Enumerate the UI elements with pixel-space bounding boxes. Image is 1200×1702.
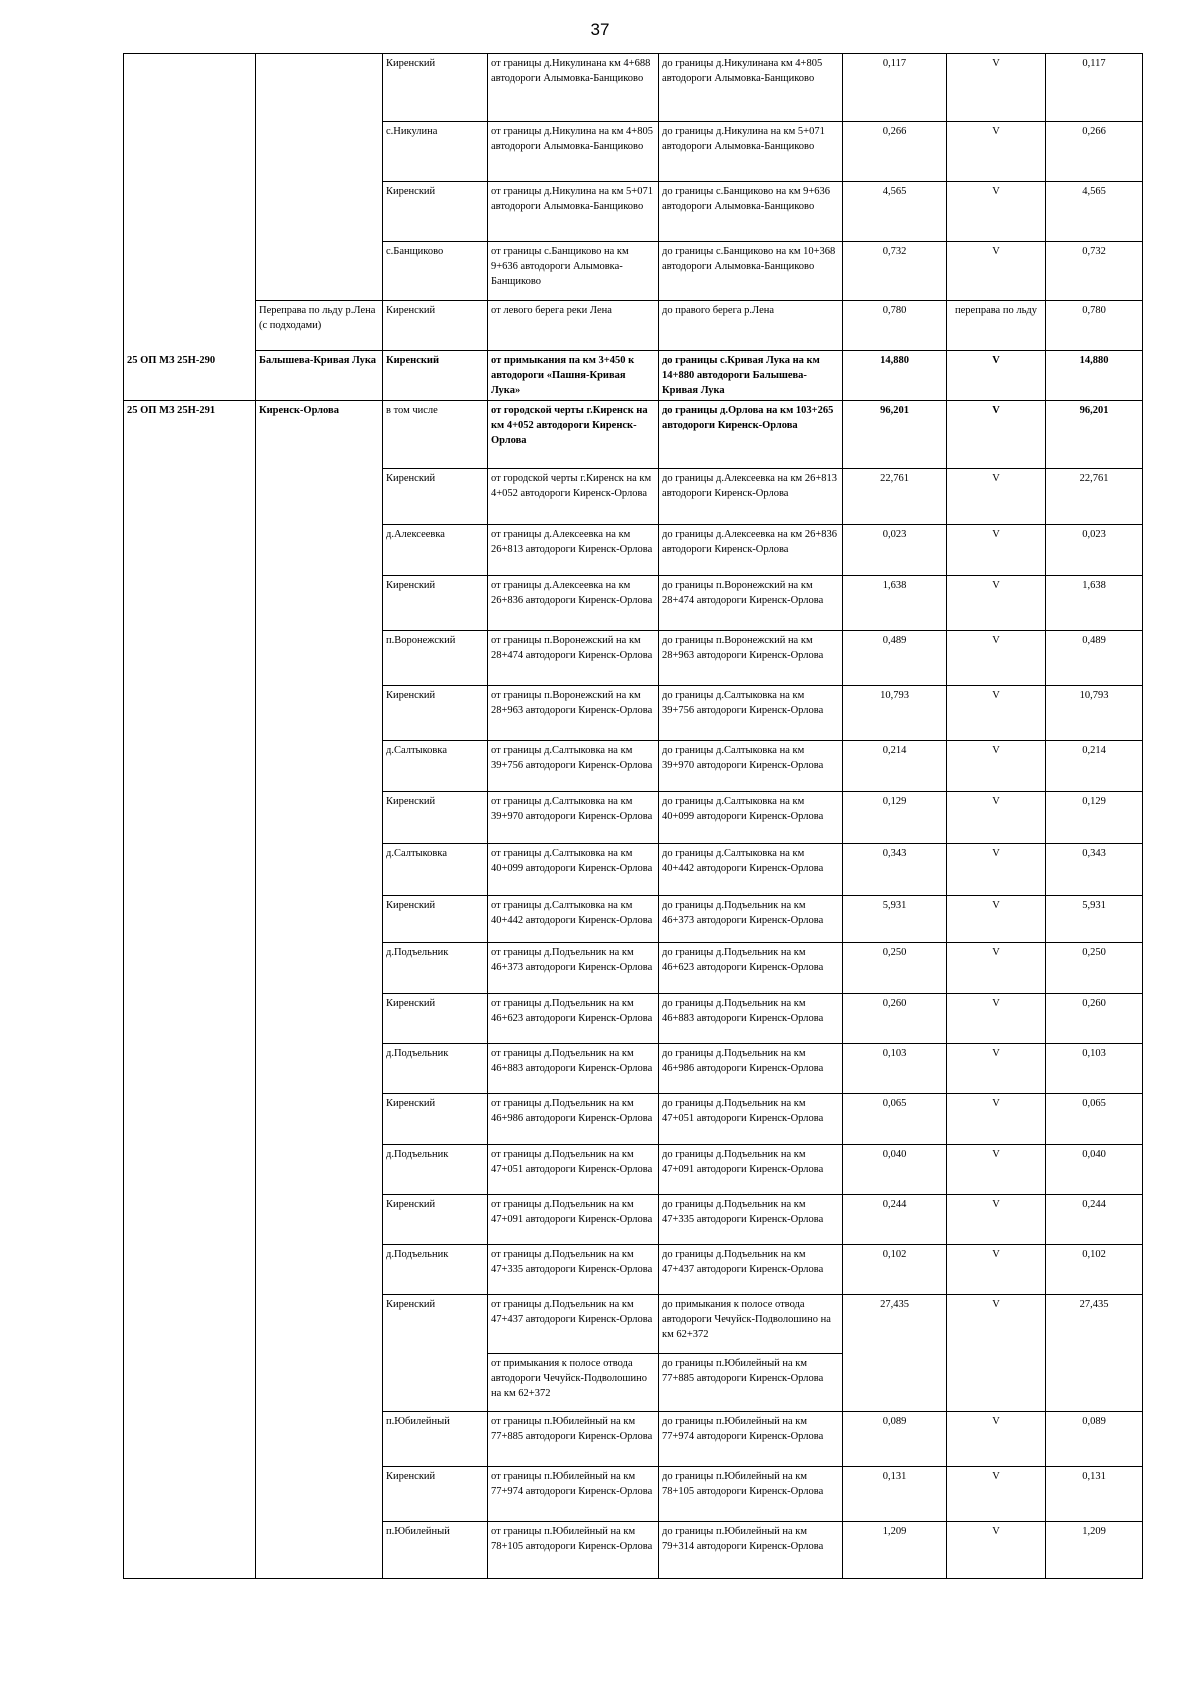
- length-cell: 14,880: [843, 351, 947, 401]
- segment-cell: д.Подъельник: [383, 1044, 488, 1094]
- table-row: [124, 351, 1143, 401]
- to-cell: до границы д.Орлова на км 103+265 автодороги Киренск-Орлова: [659, 401, 843, 469]
- to-cell: до границы п.Юбилейный на км 77+885 автодороги Киренск-Орлова: [659, 1354, 843, 1412]
- from-cell: от примыкания па км 3+450 к автодороги «Пашня-Кривая Лука»: [488, 351, 659, 401]
- category-cell: V: [947, 525, 1046, 576]
- to-cell: до границы д.Салтыковка на км 39+970 автодороги Киренск-Орлова: [659, 741, 843, 792]
- segment-cell: Киренский: [383, 994, 488, 1044]
- length-cell: 10,793: [843, 686, 947, 741]
- total-cell: 0,117: [1046, 54, 1143, 122]
- to-cell: до границы д.Салтыковка на км 39+756 автодороги Киренск-Орлова: [659, 686, 843, 741]
- from-cell: от границы д.Салтыковка на км 39+970 автодороги Киренск-Орлова: [488, 792, 659, 844]
- length-cell: 0,780: [843, 301, 947, 351]
- total-cell: 0,023: [1046, 525, 1143, 576]
- category-cell: V: [947, 1195, 1046, 1245]
- to-cell: до границы д.Подъельник на км 47+091 автодороги Киренск-Орлова: [659, 1145, 843, 1195]
- category-cell: V: [947, 943, 1046, 994]
- segment-cell: с.Банщиково: [383, 242, 488, 301]
- total-cell: 22,761: [1046, 469, 1143, 525]
- category-cell: V: [947, 182, 1046, 242]
- length-cell: 0,131: [843, 1467, 947, 1522]
- total-cell: 0,780: [1046, 301, 1143, 351]
- from-cell: от границы д.Никулинана км 4+688 автодороги Алымовка-Банщиково: [488, 54, 659, 122]
- road-name-cell: [256, 54, 383, 301]
- from-cell: от границы п.Юбилейный на км 77+974 автодороги Киренск-Орлова: [488, 1467, 659, 1522]
- segment-cell: п.Воронежский: [383, 631, 488, 686]
- to-cell: до границы п.Юбилейный на км 77+974 автодороги Киренск-Орлова: [659, 1412, 843, 1467]
- from-cell: от границы д.Алексеевка на км 26+813 автодороги Киренск-Орлова: [488, 525, 659, 576]
- category-cell: V: [947, 1522, 1046, 1579]
- length-cell: 0,129: [843, 792, 947, 844]
- to-cell: до границы д.Подъельник на км 47+437 автодороги Киренск-Орлова: [659, 1245, 843, 1295]
- category-cell: V: [947, 994, 1046, 1044]
- to-cell: до границы д.Никулина на км 5+071 автодороги Алымовка-Банщиково: [659, 122, 843, 182]
- segment-cell: Киренский: [383, 1195, 488, 1245]
- table-row: [124, 401, 1143, 469]
- category-cell: V: [947, 741, 1046, 792]
- category-cell: V: [947, 122, 1046, 182]
- category-cell: V: [947, 896, 1046, 943]
- length-cell: 4,565: [843, 182, 947, 242]
- to-cell: до границы д.Салтыковка на км 40+099 автодороги Киренск-Орлова: [659, 792, 843, 844]
- total-cell: 4,565: [1046, 182, 1143, 242]
- segment-cell: Киренский: [383, 182, 488, 242]
- total-cell: 0,102: [1046, 1245, 1143, 1295]
- total-cell: 0,266: [1046, 122, 1143, 182]
- road-code-cell: 25 ОП МЗ 25Н-291: [124, 401, 256, 1579]
- total-cell: 10,793: [1046, 686, 1143, 741]
- from-cell: от границы д.Подъельник на км 46+986 автодороги Киренск-Орлова: [488, 1094, 659, 1145]
- total-cell: 0,089: [1046, 1412, 1143, 1467]
- from-cell: от границы д.Подъельник на км 46+373 автодороги Киренск-Орлова: [488, 943, 659, 994]
- to-cell: до границы д.Подъельник на км 47+335 автодороги Киренск-Орлова: [659, 1195, 843, 1245]
- category-cell: V: [947, 469, 1046, 525]
- length-cell: 0,102: [843, 1245, 947, 1295]
- to-cell: до границы д.Подъельник на км 46+986 автодороги Киренск-Орлова: [659, 1044, 843, 1094]
- length-cell: 1,209: [843, 1522, 947, 1579]
- from-cell: от границы п.Юбилейный на км 77+885 автодороги Киренск-Орлова: [488, 1412, 659, 1467]
- from-cell: от границы д.Подъельник на км 47+091 автодороги Киренск-Орлова: [488, 1195, 659, 1245]
- length-cell: 0,023: [843, 525, 947, 576]
- total-cell: 5,931: [1046, 896, 1143, 943]
- page-number: 37: [590, 20, 610, 39]
- road-code-cell: [124, 54, 256, 351]
- from-cell: от границы п.Юбилейный на км 78+105 автодороги Киренск-Орлова: [488, 1522, 659, 1579]
- category-cell: V: [947, 686, 1046, 741]
- category-cell: V: [947, 1467, 1046, 1522]
- length-cell: 0,065: [843, 1094, 947, 1145]
- length-cell: 0,089: [843, 1412, 947, 1467]
- length-cell: 0,250: [843, 943, 947, 994]
- segment-cell: Киренский: [383, 576, 488, 631]
- segment-cell: п.Юбилейный: [383, 1412, 488, 1467]
- to-cell: до границы с.Банщиково на км 10+368 автодороги Алымовка-Банщиково: [659, 242, 843, 301]
- total-cell: 14,880: [1046, 351, 1143, 401]
- segment-cell: д.Салтыковка: [383, 741, 488, 792]
- from-cell: от примыкания к полосе отвода автодороги Чечуйск-Подволошино на км 62+372: [488, 1354, 659, 1412]
- total-cell: 0,103: [1046, 1044, 1143, 1094]
- segment-cell: д.Салтыковка: [383, 844, 488, 896]
- from-cell: от границы п.Воронежский на км 28+963 автодороги Киренск-Орлова: [488, 686, 659, 741]
- to-cell: до границы д.Подъельник на км 46+883 автодороги Киренск-Орлова: [659, 994, 843, 1044]
- total-cell: 0,129: [1046, 792, 1143, 844]
- total-cell: 1,638: [1046, 576, 1143, 631]
- category-cell: V: [947, 631, 1046, 686]
- category-cell: V: [947, 242, 1046, 301]
- category-cell: V: [947, 351, 1046, 401]
- length-cell: 0,732: [843, 242, 947, 301]
- from-cell: от городской черты г.Киренск на км 4+052 автодороги Киренск-Орлова: [488, 469, 659, 525]
- to-cell: до примыкания к полосе отвода автодороги Чечуйск-Подволошино на км 62+372: [659, 1295, 843, 1354]
- length-cell: 0,489: [843, 631, 947, 686]
- segment-cell: д.Подъельник: [383, 1145, 488, 1195]
- from-cell: от границы д.Салтыковка на км 40+099 автодороги Киренск-Орлова: [488, 844, 659, 896]
- length-cell: 0,117: [843, 54, 947, 122]
- length-cell: 0,214: [843, 741, 947, 792]
- from-cell: от городской черты г.Киренск на км 4+052 автодороги Киренск-Орлова: [488, 401, 659, 469]
- category-cell: V: [947, 401, 1046, 469]
- total-cell: 0,065: [1046, 1094, 1143, 1145]
- length-cell: 96,201: [843, 401, 947, 469]
- category-cell: V: [947, 1044, 1046, 1094]
- length-cell: 0,266: [843, 122, 947, 182]
- from-cell: от границы д.Никулина на км 5+071 автодороги Алымовка-Банщиково: [488, 182, 659, 242]
- category-cell: V: [947, 576, 1046, 631]
- from-cell: от границы д.Подъельник на км 46+883 автодороги Киренск-Орлова: [488, 1044, 659, 1094]
- from-cell: от левого берега реки Лена: [488, 301, 659, 351]
- from-cell: от границы д.Подъельник на км 46+623 автодороги Киренск-Орлова: [488, 994, 659, 1044]
- to-cell: до границы п.Юбилейный на км 78+105 автодороги Киренск-Орлова: [659, 1467, 843, 1522]
- total-cell: 96,201: [1046, 401, 1143, 469]
- segment-cell: п.Юбилейный: [383, 1522, 488, 1579]
- segment-cell: д.Подъельник: [383, 1245, 488, 1295]
- from-cell: от границы д.Салтыковка на км 40+442 автодороги Киренск-Орлова: [488, 896, 659, 943]
- to-cell: до границы д.Никулинана км 4+805 автодороги Алымовка-Банщиково: [659, 54, 843, 122]
- length-cell: 22,761: [843, 469, 947, 525]
- segment-cell: д.Алексеевка: [383, 525, 488, 576]
- category-cell: V: [947, 1094, 1046, 1145]
- category-cell: переправа по льду: [947, 301, 1046, 351]
- table-row: [124, 301, 1143, 351]
- segment-cell: с.Никулина: [383, 122, 488, 182]
- category-cell: V: [947, 1145, 1046, 1195]
- segment-cell: Киренский: [383, 1094, 488, 1145]
- to-cell: до границы п.Воронежский на км 28+474 автодороги Киренск-Орлова: [659, 576, 843, 631]
- length-cell: 0,103: [843, 1044, 947, 1094]
- road-name-cell: Балышева-Кривая Лука: [256, 351, 383, 401]
- to-cell: до границы д.Подъельник на км 46+373 автодороги Киренск-Орлова: [659, 896, 843, 943]
- total-cell: 1,209: [1046, 1522, 1143, 1579]
- category-cell: V: [947, 792, 1046, 844]
- segment-cell: Киренский: [383, 301, 488, 351]
- from-cell: от границы д.Подъельник на км 47+051 автодороги Киренск-Орлова: [488, 1145, 659, 1195]
- segment-cell: в том числе: [383, 401, 488, 469]
- segment-cell: д.Подъельник: [383, 943, 488, 994]
- length-cell: 1,638: [843, 576, 947, 631]
- category-cell: V: [947, 1412, 1046, 1467]
- to-cell: до границы с.Банщиково на км 9+636 автодороги Алымовка-Банщиково: [659, 182, 843, 242]
- to-cell: до границы п.Юбилейный на км 79+314 автодороги Киренск-Орлова: [659, 1522, 843, 1579]
- from-cell: от границы д.Никулина на км 4+805 автодороги Алымовка-Банщиково: [488, 122, 659, 182]
- to-cell: до границы д.Подъельник на км 46+623 автодороги Киренск-Орлова: [659, 943, 843, 994]
- length-cell: 0,343: [843, 844, 947, 896]
- segment-cell: Киренский: [383, 686, 488, 741]
- length-cell: 0,244: [843, 1195, 947, 1245]
- to-cell: до правого берега р.Лена: [659, 301, 843, 351]
- total-cell: 27,435: [1046, 1295, 1143, 1412]
- table-row: [124, 54, 1143, 122]
- category-cell: V: [947, 1245, 1046, 1295]
- segment-cell: Киренский: [383, 1467, 488, 1522]
- from-cell: от границы с.Банщиково на км 9+636 автодороги Алымовка-Банщиково: [488, 242, 659, 301]
- from-cell: от границы д.Салтыковка на км 39+756 автодороги Киренск-Орлова: [488, 741, 659, 792]
- length-cell: 5,931: [843, 896, 947, 943]
- segment-cell: Киренский: [383, 896, 488, 943]
- category-cell: V: [947, 844, 1046, 896]
- to-cell: до границы д.Подъельник на км 47+051 автодороги Киренск-Орлова: [659, 1094, 843, 1145]
- total-cell: 0,343: [1046, 844, 1143, 896]
- road-code-cell: 25 ОП МЗ 25Н-290: [124, 351, 256, 401]
- to-cell: до границы д.Алексеевка на км 26+813 автодороги Киренск-Орлова: [659, 469, 843, 525]
- total-cell: 0,040: [1046, 1145, 1143, 1195]
- road-name-cell: Киренск-Орлова: [256, 401, 383, 1579]
- length-cell: 0,040: [843, 1145, 947, 1195]
- total-cell: 0,732: [1046, 242, 1143, 301]
- from-cell: от границы д.Алексеевка на км 26+836 автодороги Киренск-Орлова: [488, 576, 659, 631]
- to-cell: до границы с.Кривая Лука на км 14+880 автодороги Балышева-Кривая Лука: [659, 351, 843, 401]
- total-cell: 0,131: [1046, 1467, 1143, 1522]
- road-table: [123, 53, 1143, 1579]
- category-cell: V: [947, 54, 1046, 122]
- segment-cell: Киренский: [383, 792, 488, 844]
- from-cell: от границы д.Подъельник на км 47+437 автодороги Киренск-Орлова: [488, 1295, 659, 1354]
- segment-cell: Киренский: [383, 351, 488, 401]
- road-name-cell: Переправа по льду р.Лена (с подходами): [256, 301, 383, 351]
- length-cell: 0,260: [843, 994, 947, 1044]
- length-cell: 27,435: [843, 1295, 947, 1412]
- category-cell: V: [947, 1295, 1046, 1412]
- segment-cell: Киренский: [383, 1295, 488, 1412]
- to-cell: до границы д.Алексеевка на км 26+836 автодороги Киренск-Орлова: [659, 525, 843, 576]
- to-cell: до границы д.Салтыковка на км 40+442 автодороги Киренск-Орлова: [659, 844, 843, 896]
- from-cell: от границы д.Подъельник на км 47+335 автодороги Киренск-Орлова: [488, 1245, 659, 1295]
- segment-cell: Киренский: [383, 469, 488, 525]
- total-cell: 0,489: [1046, 631, 1143, 686]
- segment-cell: Киренский: [383, 54, 488, 122]
- total-cell: 0,250: [1046, 943, 1143, 994]
- total-cell: 0,214: [1046, 741, 1143, 792]
- to-cell: до границы п.Воронежский на км 28+963 автодороги Киренск-Орлова: [659, 631, 843, 686]
- total-cell: 0,260: [1046, 994, 1143, 1044]
- total-cell: 0,244: [1046, 1195, 1143, 1245]
- from-cell: от границы п.Воронежский на км 28+474 автодороги Киренск-Орлова: [488, 631, 659, 686]
